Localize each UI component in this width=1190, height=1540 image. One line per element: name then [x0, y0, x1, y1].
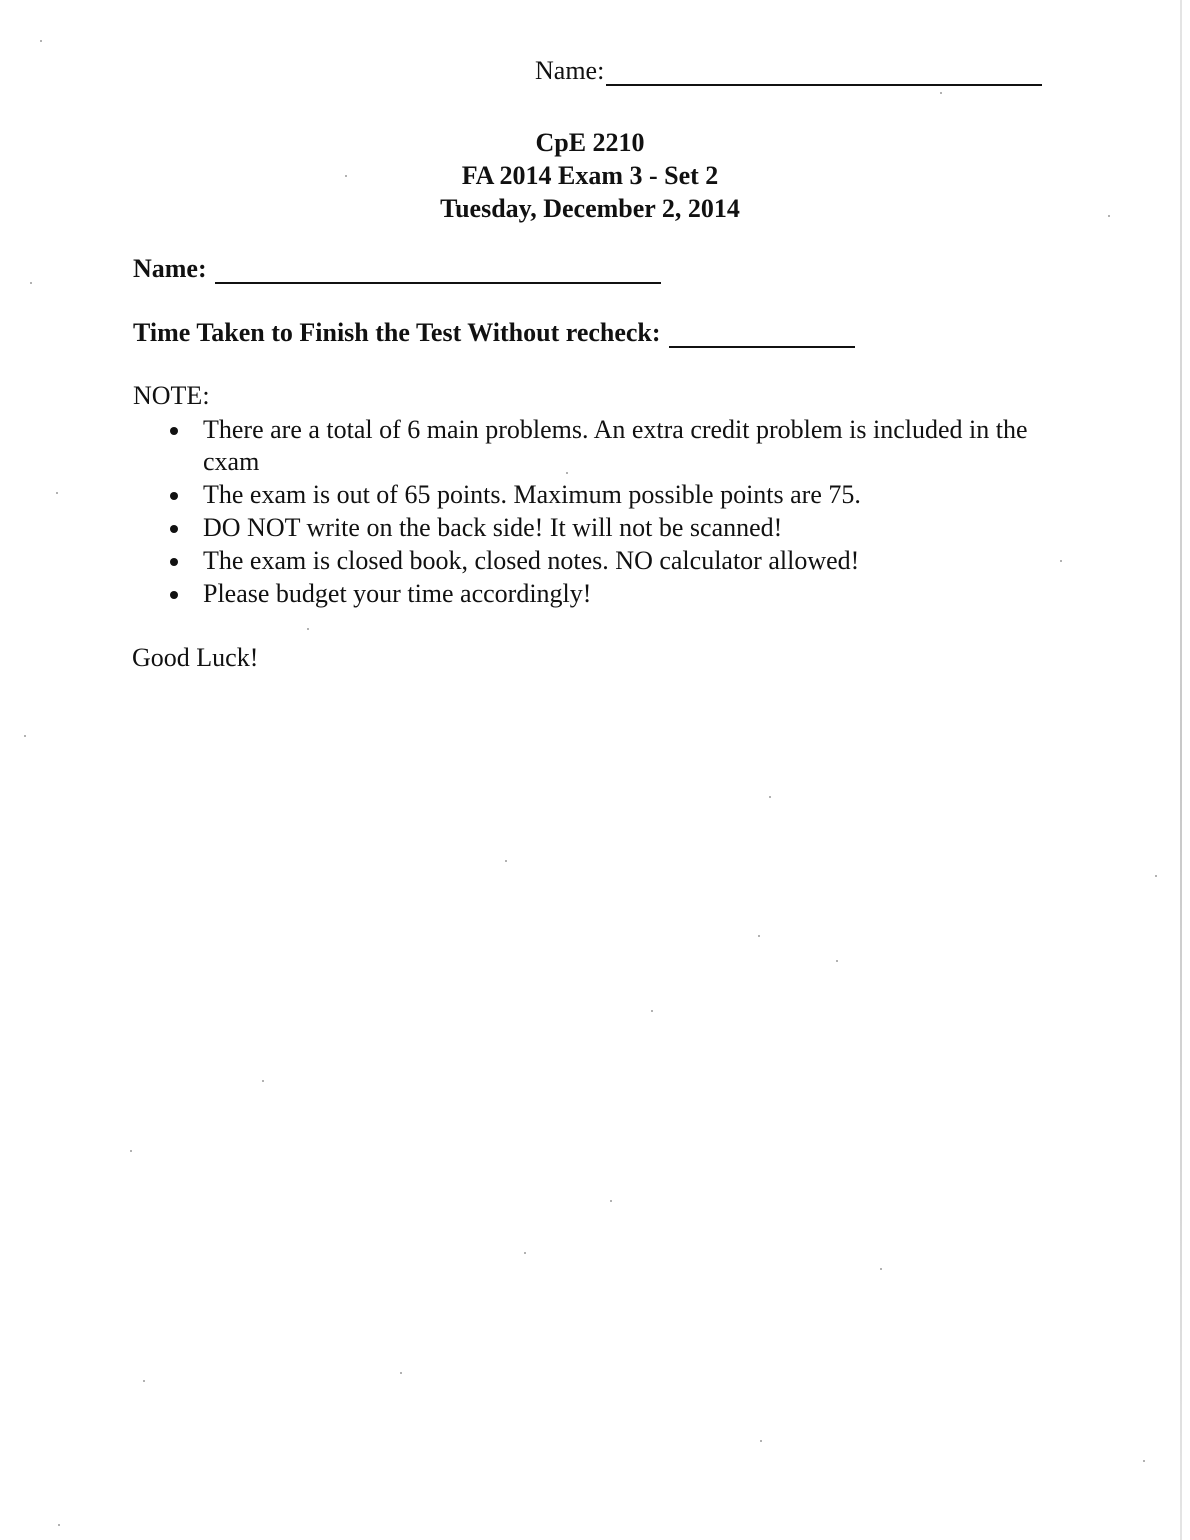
scan-speck: [24, 735, 26, 737]
note-text: Please budget your time accordingly!: [203, 579, 592, 608]
bullet-icon: [170, 558, 178, 566]
note-text: DO NOT write on the back side! It will not be scanned!: [203, 513, 783, 542]
list-item: [160, 479, 1040, 511]
scan-speck: [1143, 1460, 1145, 1462]
bullet-icon: [170, 525, 178, 533]
scan-speck: [505, 860, 507, 862]
scan-speck: [58, 1524, 60, 1526]
exam-title-block: [0, 126, 1180, 225]
scan-speck: [524, 1252, 526, 1254]
scan-speck: [40, 40, 42, 42]
scan-speck: [610, 1200, 612, 1202]
note-text: The exam is out of 65 points. Maximum possible points are 75.: [203, 480, 861, 509]
scan-speck: [760, 1440, 762, 1442]
time-taken-field: [133, 318, 855, 348]
scan-speck: [836, 960, 838, 962]
closing-text: Good Luck!: [132, 643, 259, 672]
scan-speck: [56, 492, 58, 494]
scan-speck: [769, 796, 771, 798]
scan-speck: [880, 1268, 882, 1270]
student-name-label: Name:: [133, 254, 207, 283]
scan-speck: [651, 1010, 653, 1012]
scan-speck: [143, 1380, 145, 1382]
time-taken-label: Time Taken to Finish the Test Without recheck:: [133, 318, 661, 347]
scan-speck: [1155, 875, 1157, 877]
bullet-icon: [170, 492, 178, 500]
note-text: There are a total of 6 main problems. An extra credit problem is included in the cxam: [203, 415, 1028, 476]
top-name-field: [535, 56, 1042, 86]
scan-speck: [30, 282, 32, 284]
scan-speck: [130, 1150, 132, 1152]
list-item: [160, 545, 1040, 577]
scan-speck: [758, 935, 760, 937]
notes-list: [160, 414, 1040, 611]
scan-speck: [940, 92, 942, 94]
student-name-field: [133, 254, 661, 284]
top-name-blank-line[interactable]: [606, 56, 1042, 86]
exam-title: FA 2014 Exam 3 - Set 2: [461, 161, 719, 190]
list-item: [160, 578, 1040, 610]
scan-speck: [1060, 560, 1062, 562]
scan-edge: [1180, 0, 1182, 1540]
list-item: [160, 414, 1040, 478]
student-name-blank-line[interactable]: [215, 256, 661, 284]
note-label: NOTE:: [133, 381, 210, 410]
bullet-icon: [170, 427, 178, 435]
exam-date: Tuesday, December 2, 2014: [440, 194, 740, 223]
time-taken-blank-line[interactable]: [669, 320, 855, 348]
scan-speck: [262, 1080, 264, 1082]
course-title: CpE 2210: [535, 128, 645, 157]
list-item: [160, 512, 1040, 544]
scan-speck: [307, 628, 309, 630]
top-name-label: Name:: [535, 56, 605, 85]
note-text: The exam is closed book, closed notes. NO calculator allowed!: [203, 546, 860, 575]
scan-speck: [400, 1372, 402, 1374]
bullet-icon: [170, 591, 178, 599]
